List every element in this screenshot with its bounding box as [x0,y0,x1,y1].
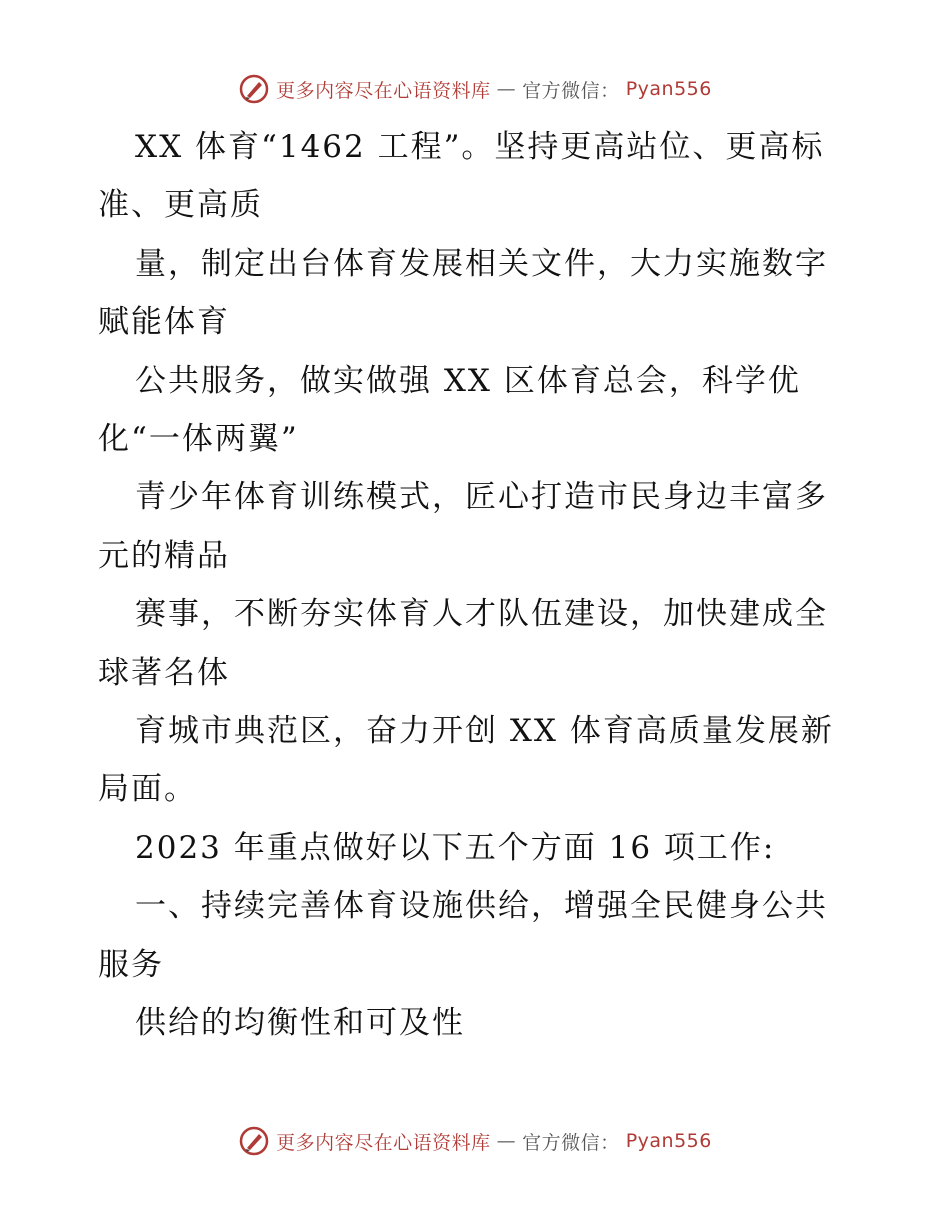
banner-main-text: 更多内容尽在心语资料库 [276,79,491,102]
banner-wechat-label: 官方微信： [522,79,620,102]
banner-main-text: 更多内容尽在心语资料库 [276,1131,491,1154]
banner-separator: — [496,1130,517,1152]
footer-watermark [0,1125,950,1157]
paragraph-1: XX 体育“1462 工程”。坚持更高站位、更高标准、更高质 [98,129,825,224]
banner-separator: — [496,78,517,100]
banner-wechat-id: Pyan556 [625,1130,712,1152]
quill-circle-icon [238,1125,270,1157]
paragraph-9: 供给的均衡性和可及性 [135,1005,465,1042]
paragraph-8: 一、持续完善体育设施供给，增强全民健身公共服务 [98,888,828,983]
paragraph-5: 赛事，不断夯实体育人才队伍建设，加快建成全球著名体 [98,596,828,691]
paragraph-2: 量，制定出台体育发展相关文件，大力实施数字赋能体育 [98,245,828,341]
paragraph-3: 公共服务，做实做强 XX 区体育总会，科学优化“一体两翼” [98,362,801,458]
paragraph-6: 育城市典范区，奋力开创 XX 体育高质量发展新局面。 [98,713,834,808]
paragraph-7: 2023 年重点做好以下五个方面 16 项工作: [135,829,776,866]
quill-circle-icon [238,73,270,105]
banner-wechat-id: Pyan556 [625,78,712,100]
banner-wechat-label: 官方微信： [522,1131,620,1154]
document-body [98,118,858,1053]
paragraph-4: 青少年体育训练模式，匠心打造市民身边丰富多元的精品 [98,479,828,574]
header-watermark [0,73,950,105]
